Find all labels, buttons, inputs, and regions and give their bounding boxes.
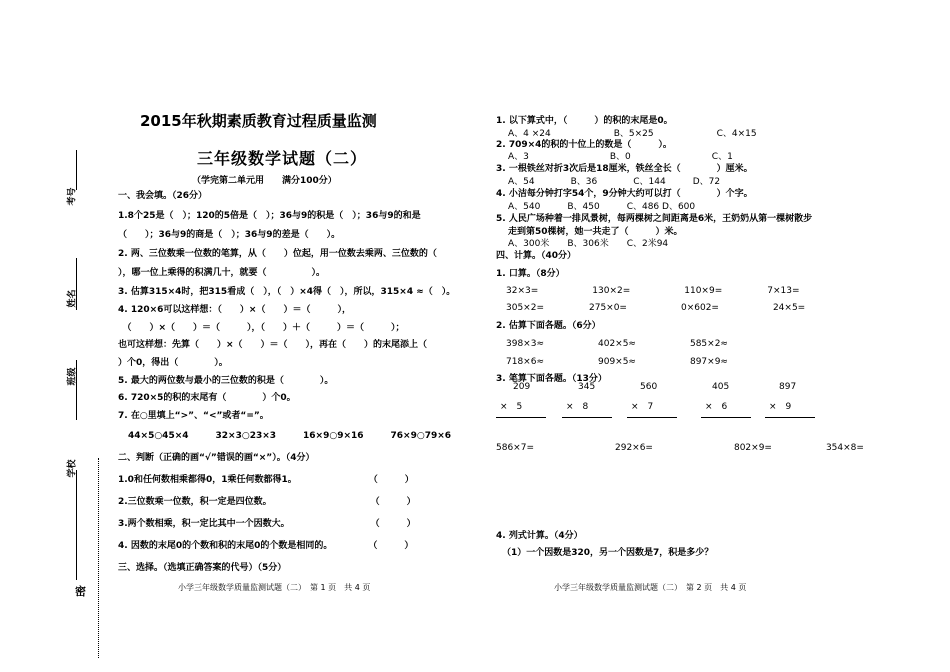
question-line: 32×3= 130×2= 110×9= 7×13= [506,286,800,296]
multiplier: × 7 [631,402,654,412]
side-label-mi: 密 [75,585,86,598]
question-line: （ ）；36与9的商是（ ）；36与9的差是（ ）。 [118,230,341,240]
question-line: A、540 B、450 C、486 D、600 [508,202,696,212]
exam-subtitle: 三年级数学试题（二） [197,149,368,168]
question-line: 2. 709×4的积的十位上的数是（ ）。 [496,140,672,150]
question-line: 1.8个25是（ ）；120的5倍是（ ）；36与9的积是（ ）；36与9的和是 [118,211,421,221]
multiplier: × 8 [566,402,589,412]
footer-page-1: 小学三年级数学质量监测试题（二） 第 1 页 共 4 页 [178,583,371,592]
question-line: 三、选择。（选填正确答案的代号）（5分） [118,563,287,573]
question-line: 四、计算。（40分） [496,251,577,261]
question-line: 44×5○45×4 32×3○23×3 16×9○9×16 76×9○79×6 [128,431,452,441]
multiplicand: 405 [712,382,730,392]
binding-line [76,150,77,190]
question-line: 305×2= 275×0= 0×602= 24×5= [506,303,806,313]
question-line: 3. 笔算下面各题。（13分） [496,374,607,384]
calc-underline [701,417,751,418]
question-line: 7. 在○里填上“>”、“<”或者“=”。 [118,411,269,421]
question-line: 3. 估算315×4时，把315看成（ ），（ ）×4得（ ），所以，315×4 ≈（ ）。 [118,287,456,297]
question-line: 4. 因数的末尾0的个数和积的末尾0的个数是相同的。 （ ） [118,541,414,551]
question-line: ）个0，得出（ ）。 [118,358,228,368]
question-line: 也可这样想：先算（ ）×（ ）＝（ ），再在（ ）的末尾添上（ [118,340,428,350]
question-line: 4. 小洁每分钟打字54个，9分钟大约可以打（ ）个字。 [496,189,753,199]
question-line: 6. 720×5的积的末尾有（ ）个0。 [118,393,296,403]
question-line: 718×6≈ 909×5≈ 897×9≈ [506,357,728,367]
question-line: （ ）×（ ）＝（ ），（ ）＋（ ）＝（ ）； [118,323,405,333]
question-line: 二、判断（正确的画“√”错误的画“×”）。（4分） [118,453,315,463]
question-line: 一、我会填。（26分） [118,191,208,201]
multiplier: × 9 [769,402,792,412]
question-line: 586×7= 292×6= 802×9= 354×8= [496,443,864,453]
side-label-banji: 班级 [67,367,78,386]
question-line: A、300米 B、306米 C、2米94 [508,239,669,249]
question-line: 3. 一根铁丝对折3次后是18厘米，铁丝全长（ ）厘米。 [496,164,753,174]
question-line: A、54 B、36 C、144 D、72 [508,177,721,187]
question-line: A、3 B、0 C、1 [508,152,733,162]
calc-underline [765,417,815,418]
question-line: （1）一个因数是320，另一个因数是7，积是多少？ [502,548,714,558]
side-label-kaohao: 考号 [67,187,78,206]
question-line: 3.两个数相乘，积一定比其中一个因数大。 （ ） [118,519,416,529]
side-label-xingming: 姓名 [67,289,78,308]
question-line: 2. 估算下面各题。（6分） [496,321,601,331]
exam-title: 2015年秋期素质教育过程质量监测 [140,112,377,130]
question-line: 5. 最大的两位数与最小的三位数的积是（ ）。 [118,376,334,386]
calc-underline [496,417,546,418]
question-line: ），哪一位上乘得的积满几十，就要（ ）。 [118,268,326,278]
multiplicand: 897 [779,382,797,392]
question-line: A、4 ×24 B、5×25 C、4×15 [508,129,757,139]
question-line: 4. 列式计算。（4分） [496,531,583,541]
multiplicand: 345 [578,382,596,392]
multiplicand: 209 [513,382,531,392]
question-line: 1. 口算。（8分） [496,269,565,279]
question-line: 走到第50棵树，她一共走了（ ）米。 [508,227,683,237]
footer-page-2: 小学三年级数学质量监测试题（二） 第 2 页 共 4 页 [554,583,747,592]
multiplier: × 6 [705,402,728,412]
calc-underline [562,417,612,418]
question-line: 1. 以下算式中，（ ）的积的末尾是0。 [496,116,673,126]
multiplicand: 560 [640,382,658,392]
calc-underline [627,417,677,418]
seal-dashed-line [98,458,99,658]
binding-line [76,470,77,580]
question-line: 2. 两、三位数乘一位数的笔算，从（ ）位起，用一位数去乘两、三位数的（ [118,249,437,259]
exam-meta: （学完第二单元用 满分100分） [192,176,337,186]
question-line: 4. 120×6可以这样想：（ ）×（ ）＝（ ）， [118,305,351,315]
side-label-xuexiao: 学校 [67,459,78,478]
question-line: 5. 人民广场种着一排风景树，每两棵树之间距离是6米，王奶奶从第一棵树散步 [496,214,813,224]
multiplier: × 5 [500,402,523,412]
question-line: 1.0和任何数相乘都得0，1乘任何数都得1。 （ ） [118,475,414,485]
question-line: 2.三位数乘一位数，积一定是四位数。 （ ） [118,497,416,507]
question-line: 398×3≈ 402×5≈ 585×2≈ [506,339,728,349]
